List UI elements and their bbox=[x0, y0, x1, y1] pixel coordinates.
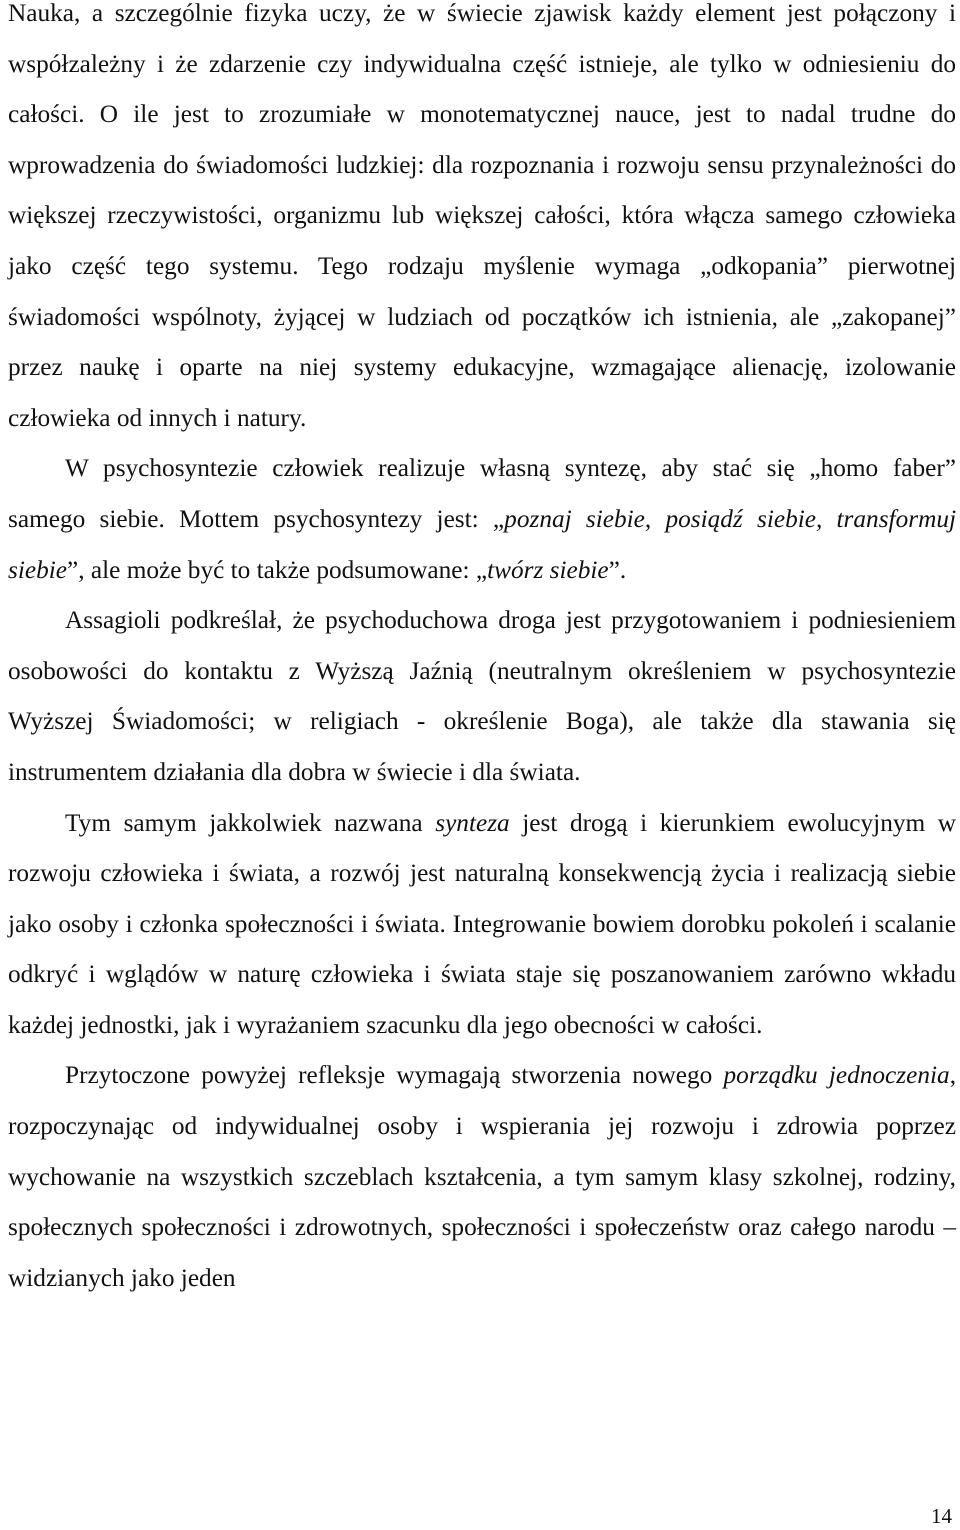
italic-text-run: twórz siebie bbox=[487, 555, 609, 584]
paragraph-3 bbox=[8, 595, 956, 797]
text-run: , rozpoczynając od indywidualnej osoby i wspierania jej rozwoju i zdrowia poprzez wychowanie na wszystkich szczeblach kształcenia, a tym samym klasy szkolnej, rodziny, społecznych społeczności i zdrowotnych, społeczności i społeczeństw oraz całego narodu – widzianych jako jeden bbox=[8, 1061, 957, 1292]
text-run: ”, ale może być to także podsumowane: „ bbox=[67, 555, 488, 584]
page-number: 14 bbox=[931, 1504, 952, 1528]
text-run: jest drogą i kierunkiem ewolucyjnym w rozwoju człowieka i świata, a rozwój jest naturalną konsekwencją życia i realizacją siebie jako osoby i członka społeczności i świata. Integrowanie bowiem dorobku pokoleń i scalanie odkryć i wglądów w naturę człowieka i świata staje się poszanowaniem zarówno wkładu każdej jednostki, jak i wyrażaniem szacunku dla jego obecności w całości. bbox=[8, 808, 956, 1039]
paragraph-4 bbox=[8, 798, 956, 1051]
body-text bbox=[8, 0, 956, 1303]
italic-text-run: posiądź siebie, transformuj siebie bbox=[8, 504, 957, 584]
text-run: ”. bbox=[608, 555, 627, 584]
italic-text-run: porządku jednoczenia bbox=[723, 1061, 950, 1090]
italic-text-run: synteza bbox=[435, 808, 510, 837]
paragraph-2 bbox=[8, 443, 956, 595]
text-run: , bbox=[644, 504, 666, 533]
italic-text-run: poznaj siebie bbox=[504, 504, 645, 533]
paragraph-1 bbox=[8, 0, 956, 443]
paragraph-5 bbox=[8, 1050, 956, 1303]
text-run: Assagioli podkreślał, że psychoduchowa droga jest przygotowaniem i podniesieniem osobowości do kontaktu z Wyższą Jaźnią (neutralnym określeniem w psychosyntezie Wyższej Świadomości; w religiach - określenie Boga), ale także dla stawania się instrumentem działania dla dobra w świecie i dla świata. bbox=[8, 606, 956, 786]
text-run: Nauka, a szczególnie fizyka uczy, że w świecie zjawisk każdy element jest połączony i współzależny i że zdarzenie czy indywidualna część istnieje, ale tylko w odniesieniu do całości. O ile jest to zrozumiałe w monotematycznej nauce, jest to nadal trudne do wprowadzenia do świadomości ludzkiej: dla rozpoznania i rozwoju sensu przynależności do większej rzeczywistości, organizmu lub większej całości, która włącza samego człowieka jako część tego systemu. Tego rodzaju myślenie wymaga „odkopania” pierwotnej świadomości wspólnoty, żyjącej w ludziach od początków ich istnienia, ale „zakopanej” przez naukę i oparte na niej systemy edukacyjne, wzmagające alienację, izolowanie człowieka od innych i natury. bbox=[8, 0, 956, 432]
text-run: Przytoczone powyżej refleksje wymagają stworzenia nowego bbox=[65, 1061, 724, 1090]
text-run: W psychosyntezie człowiek realizuje własną syntezę, aby stać się „homo faber” samego siebie. Mottem psychosyntezy jest: „ bbox=[8, 454, 956, 533]
text-run: Tym samym jakkolwiek nazwana bbox=[65, 808, 436, 837]
